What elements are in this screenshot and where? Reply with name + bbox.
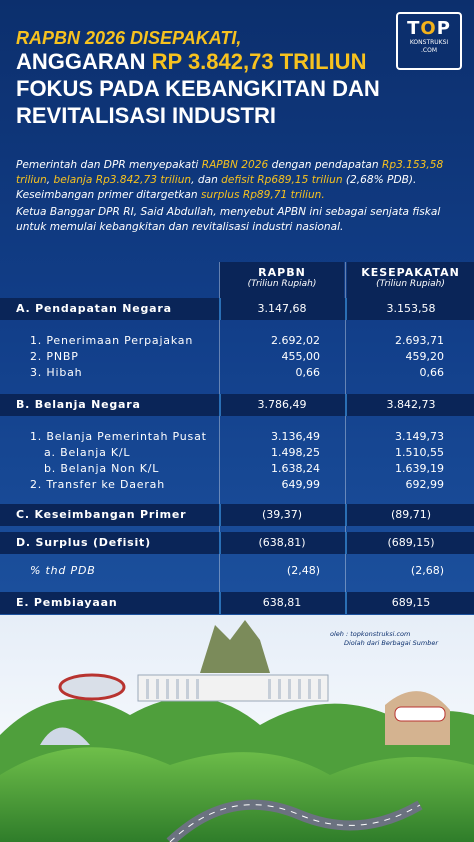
row-pnbp (0, 350, 474, 366)
logo-brand: TOP (407, 18, 451, 39)
headline-line2-b: RP 3.842,73 TRILIUN (151, 49, 367, 74)
row-label: E. Pembiayaan (16, 596, 118, 609)
row-belanja-kl (0, 446, 474, 462)
row-value-rapbn: 455,00 (281, 350, 320, 363)
headline (16, 28, 386, 129)
headline-line1: RAPBN 2026 DISEPAKATI, (16, 28, 242, 48)
row-hibah (0, 366, 474, 382)
ikn-illustration (0, 615, 474, 842)
row-value-kesepakatan: 3.842,73 (386, 398, 436, 411)
row-label: b. Belanja Non K/L (44, 462, 160, 475)
row-value-rapbn: 3.136,49 (271, 430, 320, 443)
intro-p1-b: RAPBN 2026 (201, 159, 269, 171)
intro-p1-h: defisit Rp689,15 triliun (221, 174, 343, 187)
row-surplus-defisit (0, 532, 474, 554)
row-value-kesepakatan: 1.510,55 (395, 446, 444, 459)
row-transfer-ke-daerah (0, 478, 474, 494)
intro-p1-i: (2,68% PDB). Keseimbangan primer ditargetkan (16, 174, 417, 202)
stadium (60, 675, 124, 699)
row-value-kesepakatan: 1.639,19 (395, 462, 444, 475)
headline-line2-a: ANGGARAN (16, 49, 152, 74)
row-penerimaan-perpajakan (0, 334, 474, 350)
row-belanja-non-kl (0, 462, 474, 478)
headline-line2 (16, 49, 386, 76)
row-value-rapbn: (638,81) (258, 536, 306, 549)
row-value-kesepakatan: 3.153,58 (386, 302, 436, 315)
row-label: 2. Transfer ke Daerah (30, 478, 165, 491)
intro-p1-d: Rp3.153,58 triliun (16, 159, 444, 187)
intro-paragraph-1 (16, 158, 456, 203)
row-value-kesepakatan: 689,15 (391, 596, 431, 609)
header-kesepakatan (347, 262, 474, 298)
header-rapbn-title: RAPBN (258, 266, 306, 279)
row-label: 3. Hibah (30, 366, 83, 379)
row-value-rapbn: 3.147,68 (257, 302, 307, 315)
row-value-rapbn: 638,81 (262, 596, 302, 609)
row-pendapatan-negara (0, 298, 474, 320)
row-label: C. Keseimbangan Primer (16, 508, 187, 521)
train (395, 707, 445, 721)
source-credit (330, 630, 438, 648)
row-persen-pdb (0, 564, 474, 580)
row-value-kesepakatan: 459,20 (405, 350, 444, 363)
row-label: D. Surplus (Defisit) (16, 536, 151, 549)
header-kesepakatan-title: KESEPAKATAN (361, 266, 460, 279)
row-value-kesepakatan: (89,71) (390, 508, 432, 521)
credit-line2: Diolah dari Berbagai Sumber (344, 638, 439, 647)
row-value-kesepakatan: 2.693,71 (395, 334, 444, 347)
row-value-kesepakatan: 3.149,73 (395, 430, 444, 443)
headline-line4: REVITALISASI INDUSTRI (16, 102, 276, 128)
row-label: B. Belanja Negara (16, 398, 141, 411)
topkonstruksi-logo (396, 12, 462, 70)
intro-p1-a: Pemerintah dan DPR menyepakati (16, 159, 202, 171)
intro-p1-f: belanja Rp3.842,73 triliun (53, 174, 192, 187)
intro-p1-c: dengan pendapatan (268, 159, 382, 171)
row-belanja-pemerintah-pusat (0, 430, 474, 446)
headline-line3: FOKUS PADA KEBANGKITAN DAN (16, 75, 380, 101)
budget-table (0, 262, 474, 614)
row-value-kesepakatan: 0,66 (419, 366, 444, 379)
row-value-rapbn: 2.692,02 (271, 334, 320, 347)
row-value-kesepakatan: 692,99 (405, 478, 444, 491)
row-value-rapbn: 649,99 (281, 478, 320, 491)
intro-p1-e: , (46, 174, 54, 187)
credit-line1: oleh : topkonstruksi.com (330, 630, 411, 638)
row-label: a. Belanja K/L (44, 446, 131, 459)
logo-line2: .COM (421, 46, 437, 54)
row-value-rapbn: 3.786,49 (257, 398, 307, 411)
table-header (0, 262, 474, 298)
intro-p1-g: , dan (191, 174, 222, 187)
row-pembiayaan (0, 592, 474, 614)
intro-paragraph-2: Ketua Banggar DPR RI, Said Abdullah, menyebut APBN ini sebagai senjata fiskal untuk memulai kebangkitan dan revitalisasi industri nasional. (16, 206, 441, 234)
row-value-rapbn: 1.498,25 (271, 446, 320, 459)
row-label: 1. Penerimaan Perpajakan (30, 334, 194, 347)
row-label: % thd PDB (30, 564, 96, 577)
row-label: A. Pendapatan Negara (16, 302, 172, 315)
row-label: 1. Belanja Pemerintah Pusat (30, 430, 207, 443)
row-value-rapbn: (39,37) (261, 508, 303, 521)
header-rapbn-sub: (Triliun Rupiah) (247, 279, 317, 289)
row-keseimbangan-primer (0, 504, 474, 526)
row-value-rapbn: 0,66 (295, 366, 320, 379)
row-value-kesepakatan: (2,68) (410, 564, 444, 577)
row-label: 2. PNBP (30, 350, 79, 363)
front-hills (0, 747, 474, 842)
header-rapbn (220, 262, 344, 298)
logo-line1: KONSTRUKSI (409, 39, 449, 46)
row-value-rapbn: (2,48) (286, 564, 320, 577)
row-value-rapbn: 1.638,24 (271, 462, 320, 475)
intro-p1-j: surplus Rp89,71 triliun. (200, 189, 325, 202)
intro-text (16, 158, 456, 235)
header-kesepakatan-sub: (Triliun Rupiah) (376, 279, 445, 289)
row-belanja-negara (0, 394, 474, 416)
row-value-kesepakatan: (689,15) (387, 536, 435, 549)
